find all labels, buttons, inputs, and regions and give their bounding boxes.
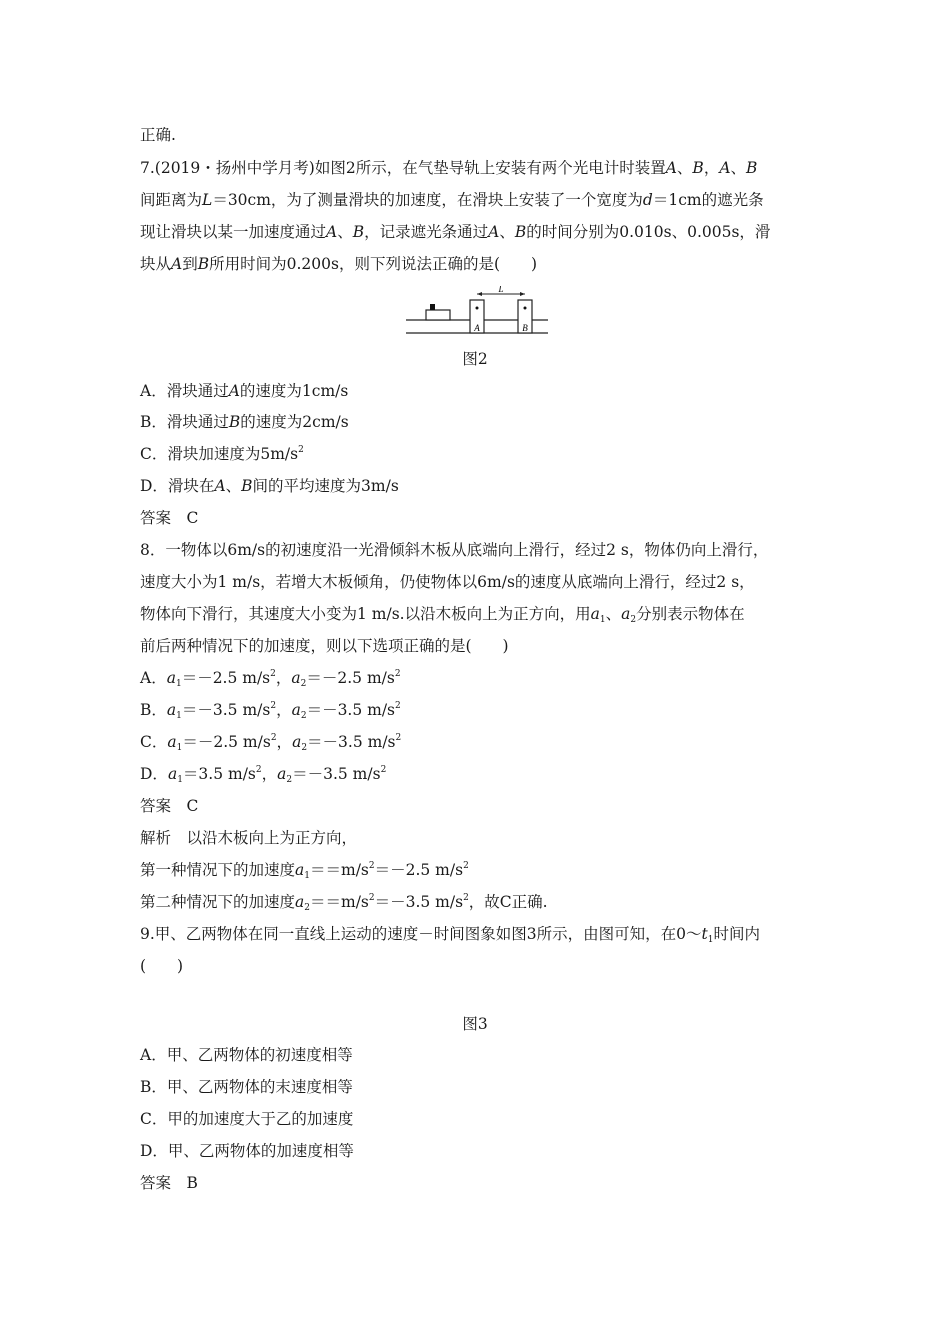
q9-answer: 答案 B	[140, 1174, 198, 1192]
question-8-stem: 8．一物体以6m/s的初速度沿一光滑倾斜木板从底端向上滑行，经过2 s，物体仍向上滑行，	[140, 541, 769, 559]
question-7-stem-line2: 间距离为L＝30cm，为了测量滑块的加速度，在滑块上安装了一个宽度为d＝1cm的遮光条	[140, 191, 764, 209]
figure-3-caption: 图3	[462, 1015, 488, 1033]
q8-explanation: 解析 以沿木板向上为正方向，	[140, 829, 358, 847]
text-line: 正确.	[140, 126, 176, 144]
question-7-stem: 7.(2019・扬州中学月考)如图2所示，在气垫导轨上安装有两个光电计时装置A、B，A、B	[140, 159, 758, 177]
question-7-stem-line3: 现让滑块以某一加速度通过A、B，记录遮光条通过A、B的时间分别为0.010s、0.005s，滑	[140, 223, 771, 241]
q8-explanation-line2: 第一种情况下的加速度$a_1==m/s^2=-2.5$ $m/s^2$	[140, 861, 469, 881]
q8-explanation-line3: 第二种情况下的加速度$a_2==m/s^2=-3.5$ $m/s^2$，故C正确.	[140, 893, 548, 913]
slider-block	[426, 310, 450, 320]
q7-option-a: A．滑块通过A的速度为1cm/s	[140, 382, 349, 400]
q8-answer: 答案 C	[140, 797, 199, 815]
question-8-stem-line4: 前后两种情况下的加速度，则以下选项正确的是( )	[140, 637, 509, 655]
question-7-stem-line4: 块从A到B所用时间为0.200s，则下列说法正确的是( )	[140, 255, 538, 273]
q7-option-d: D．滑块在A、B间的平均速度为3m/s	[140, 477, 399, 495]
q9-option-b: B．甲、乙两物体的末速度相等	[140, 1078, 353, 1096]
q9-option-c: C．甲的加速度大于乙的加速度	[140, 1110, 354, 1128]
gate-a-label: A	[474, 323, 480, 333]
q7-option-b: B．滑块通过B的速度为2cm/s	[140, 413, 349, 431]
distance-label: L	[498, 286, 504, 294]
question-9-stem-line2: ( )	[140, 957, 184, 975]
photogate-b-sensor	[524, 307, 527, 310]
distance-arrowhead-right	[520, 292, 525, 296]
question-9-stem: 9.甲、乙两物体在同一直线上运动的速度－时间图象如图3所示，由图可知，在$0\sim t_1$时间内	[140, 925, 760, 945]
question-8-stem-line2: 速度大小为1 m/s，若增大木板倾角，仍使物体以6m/s的速度从底端向上滑行，经过2 s，	[140, 573, 755, 591]
q8-option-d: D．$a_1=3.5$ $m/s^2$，$a_2=-3.5$ $m/s^2$	[140, 765, 387, 785]
q9-option-d: D．甲、乙两物体的加速度相等	[140, 1142, 354, 1160]
photogate-a-sensor	[476, 307, 479, 310]
q8-option-c: C．$a_1=-2.5$ $m/s^2$，$a_2=-3.5$ $m/s^2$	[140, 733, 402, 753]
q8-option-a: A．$a_1=-2.5$ $m/s^2$，$a_2=-2.5$ $m/s^2$	[140, 669, 401, 689]
question-8-stem-line3: 物体向下滑行，其速度大小变为1 m/s.以沿木板向上为正方向，用$a_1$、$a_2$分别表示物体在	[140, 605, 745, 625]
q9-option-a: A．甲、乙两物体的初速度相等	[140, 1046, 353, 1064]
gate-b-label: B	[522, 323, 528, 333]
air-track-diagram	[404, 286, 550, 338]
shading-strip	[430, 304, 435, 310]
q8-option-b: B．$a_1=-3.5$ $m/s^2$，$a_2=-3.5$ $m/s^2$	[140, 701, 401, 721]
q7-answer: 答案 C	[140, 509, 199, 527]
q7-option-c: C．滑块加速度为$5m/s^2$	[140, 445, 304, 463]
figure-2-caption: 图2	[462, 350, 488, 368]
distance-arrowhead-left	[477, 292, 482, 296]
